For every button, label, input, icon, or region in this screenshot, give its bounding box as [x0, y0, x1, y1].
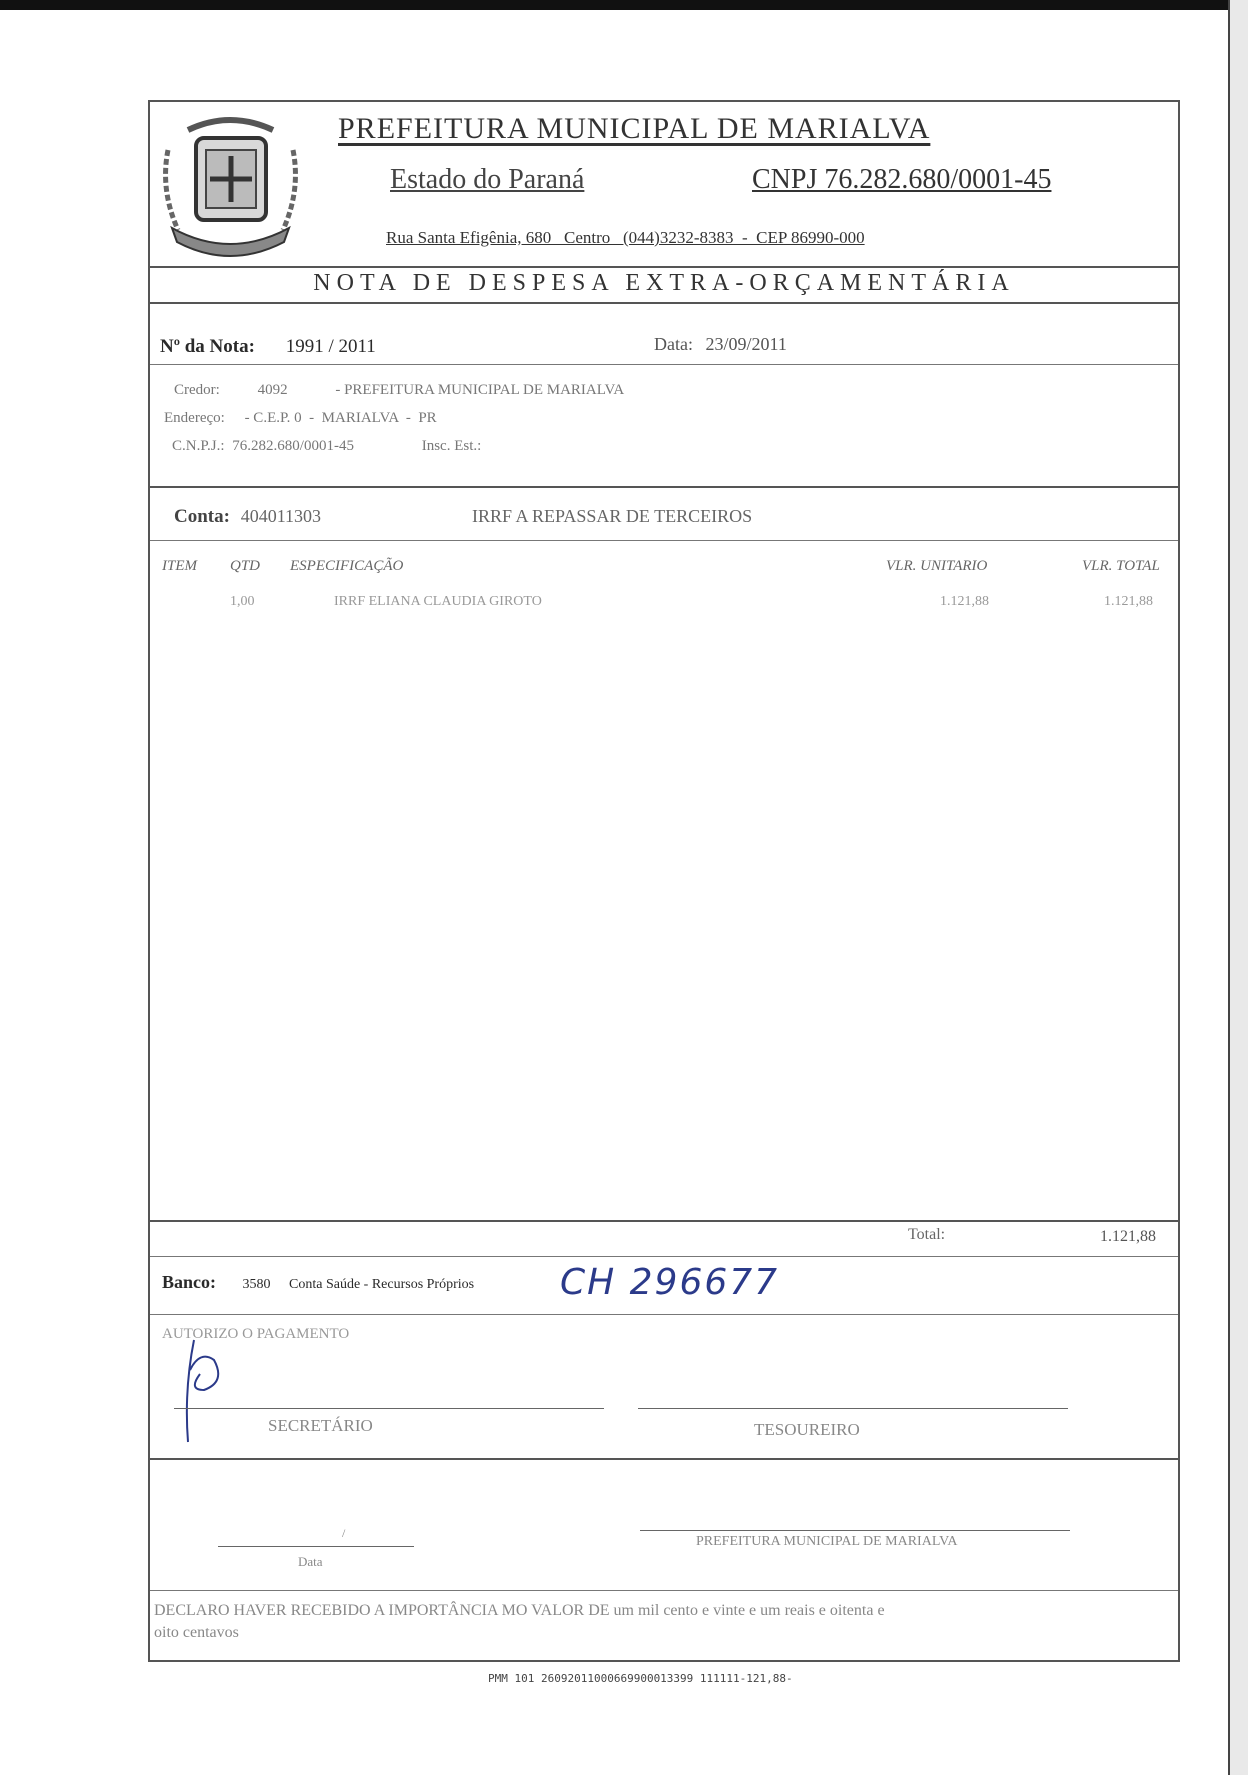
divider [150, 486, 1178, 488]
treasurer-signature-line [638, 1408, 1068, 1409]
divider [150, 1220, 1178, 1222]
divider [150, 266, 1178, 268]
receipt-date-slash: / [342, 1526, 346, 1540]
endereco-row [164, 410, 437, 427]
divider [150, 540, 1178, 541]
receipt-declaration [154, 1600, 1164, 1644]
bank-description: Conta Saúde - Recursos Próprios [289, 1277, 475, 1292]
divider [150, 302, 1178, 304]
treasurer-label: TESOUREIRO [754, 1420, 860, 1439]
handwritten-check-text: CH 296677 [560, 1262, 780, 1303]
account-row [174, 506, 321, 528]
note-date-label: Data: [654, 334, 693, 354]
col-qtd: QTD [230, 558, 261, 574]
bank-row [162, 1272, 474, 1293]
credor-code: 4092 [257, 382, 288, 398]
divider [150, 364, 1178, 365]
note-number-row [160, 336, 376, 358]
cnpj-value: 76.282.680/0001-45 [232, 438, 354, 454]
col-unit-value: VLR. UNITARIO [886, 558, 988, 574]
scan-right-edge [1228, 0, 1248, 1775]
row-qtd: 1,00 [230, 594, 255, 609]
endereco-label: Endereço: [164, 410, 225, 426]
insc-label: Insc. Est.: [421, 438, 482, 454]
col-spec: ESPECIFICAÇÃO [290, 558, 404, 574]
col-item: ITEM [162, 558, 197, 574]
receipt-date-line [218, 1546, 414, 1547]
municipality-title: PREFEITURA MUNICIPAL DE MARIALVA [338, 112, 931, 145]
account-label: Conta: [174, 506, 230, 527]
note-number-label: Nº da Nota: [160, 336, 255, 357]
state-label: Estado do Paraná [390, 164, 585, 195]
bank-label: Banco: [162, 1272, 216, 1292]
receipt-entity-line [640, 1530, 1070, 1531]
municipal-crest-icon [158, 110, 303, 258]
credor-row [174, 382, 624, 399]
total-value: 1.121,88 [1100, 1228, 1156, 1245]
receipt-entity: PREFEITURA MUNICIPAL DE MARIALVA [696, 1534, 958, 1549]
endereco-value: - C.E.P. 0 - MARIALVA - PR [244, 410, 437, 426]
row-spec: IRRF ELIANA CLAUDIA GIROTO [334, 594, 542, 609]
receipt-declaration-line1: DECLARO HAVER RECEBIDO A IMPORTÂNCIA MO VALOR DE um mil cento e vinte e um reais e oitenta e [154, 1602, 885, 1619]
divider [150, 1458, 1178, 1460]
credor-name: - PREFEITURA MUNICIPAL DE MARIALVA [335, 382, 625, 398]
bank-code: 3580 [242, 1277, 271, 1292]
secretary-signature-line [174, 1408, 604, 1409]
cnpj-label: C.N.P.J.: [172, 438, 225, 454]
receipt-date-label: Data [298, 1554, 323, 1569]
col-total-value: VLR. TOTAL [1082, 558, 1160, 574]
handwritten-check-number [560, 1262, 779, 1303]
account-number: 404011303 [240, 506, 322, 526]
scan-top-border [0, 0, 1248, 10]
divider [150, 1590, 1178, 1591]
row-total-value: 1.121,88 [1104, 594, 1153, 609]
note-number: 1991 / 2011 [285, 336, 376, 357]
authorization-title: AUTORIZO O PAGAMENTO [162, 1326, 350, 1342]
total-label: Total: [908, 1226, 946, 1243]
document-title: NOTA DE DESPESA EXTRA-ORÇAMENTÁRIA [313, 270, 1015, 296]
divider [150, 1256, 1178, 1257]
secretary-label: SECRETÁRIO [268, 1416, 373, 1435]
signature-mark [170, 1330, 250, 1450]
receipt-declaration-line2: oito centavos [154, 1624, 239, 1641]
account-description: IRRF A REPASSAR DE TERCEIROS [472, 506, 753, 526]
note-date: 23/09/2011 [705, 334, 787, 354]
expense-note-document [148, 100, 1180, 1662]
credor-label: Credor: [174, 382, 220, 398]
cnpj-row [172, 438, 481, 455]
header-cnpj: CNPJ 76.282.680/0001-45 [752, 164, 1052, 195]
header-address: Rua Santa Efigênia, 680 Centro (044)3232-8383 - CEP 86990-000 [386, 228, 865, 247]
divider [150, 1314, 1178, 1315]
note-date-row [654, 334, 787, 355]
footer-control-code: PMM 101 26092011000669900013399 111111-121,88- [488, 1672, 793, 1685]
row-unit-value: 1.121,88 [940, 594, 989, 609]
